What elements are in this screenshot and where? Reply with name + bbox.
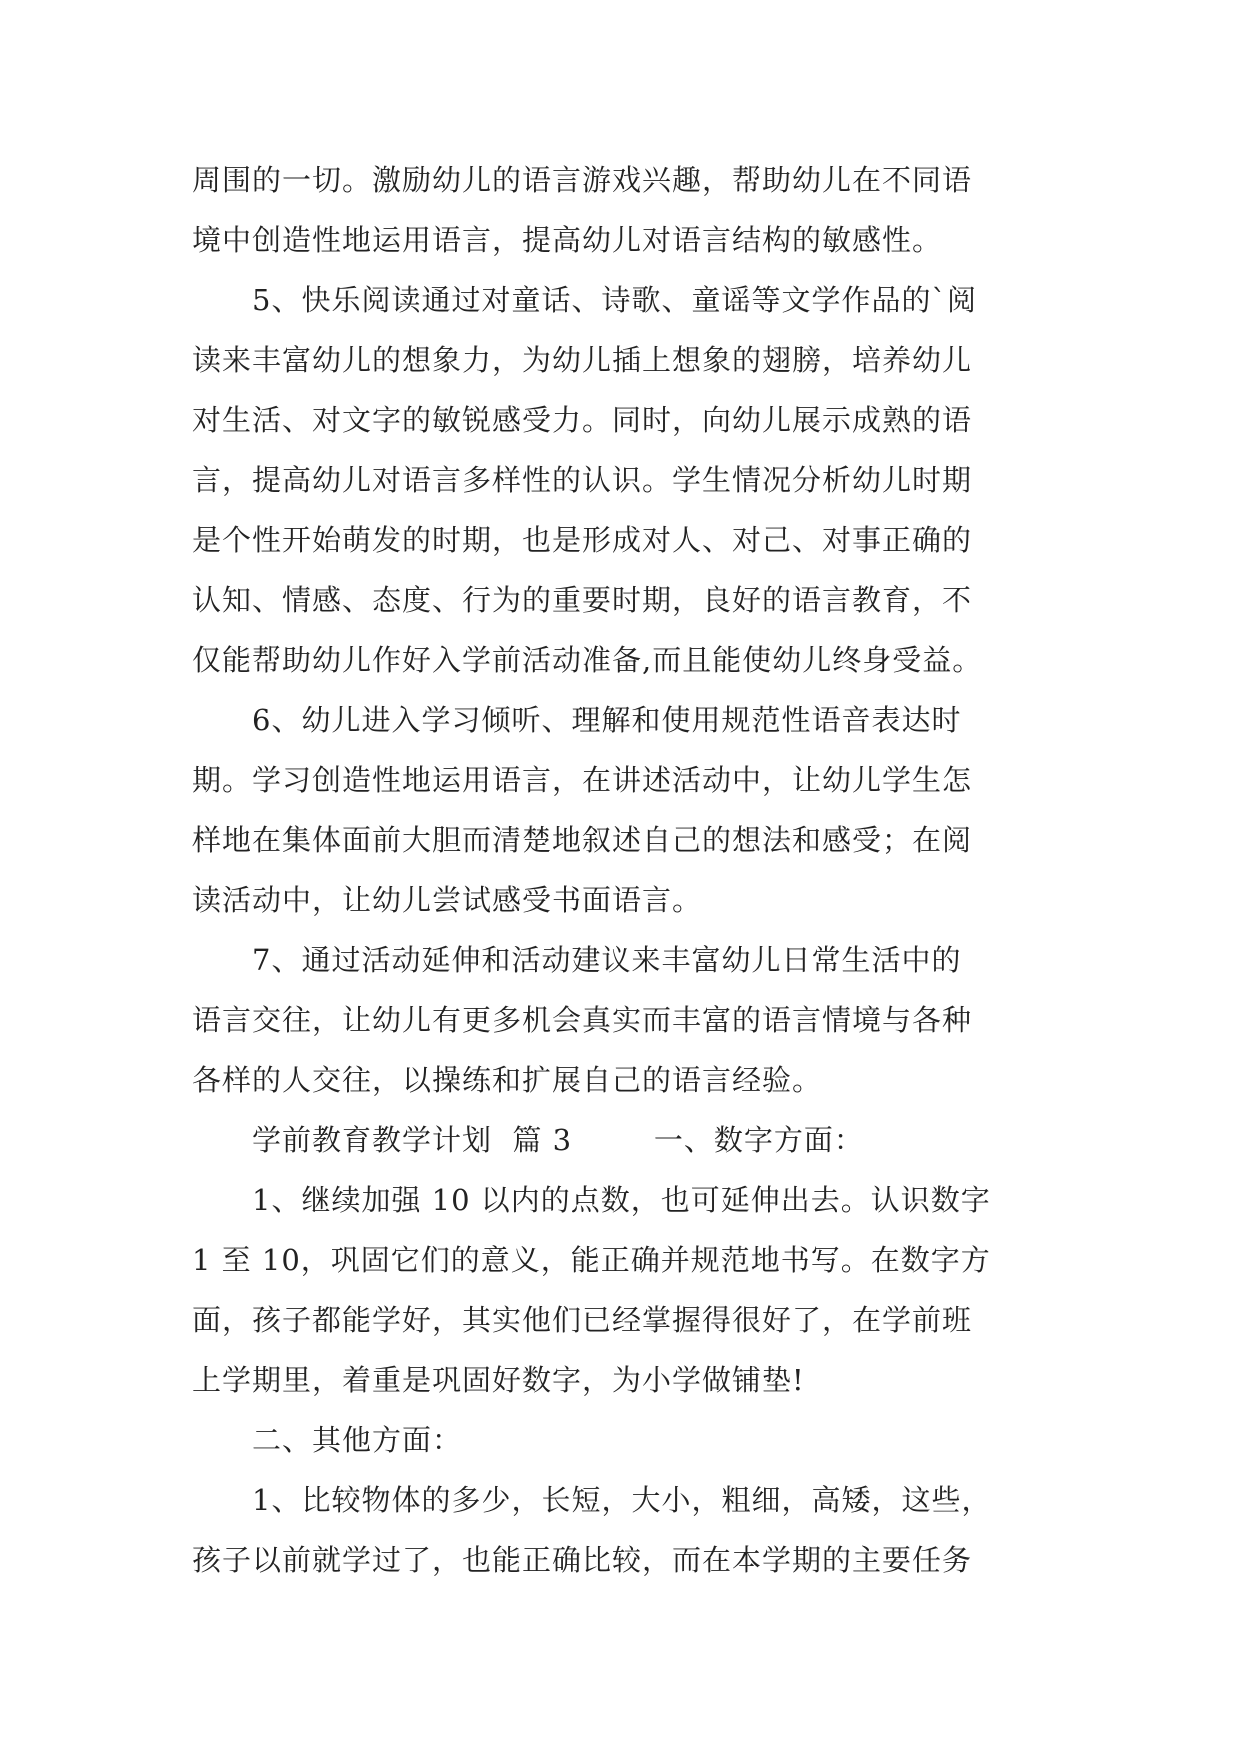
text-line: 是个性开始萌发的时期，也是形成对人、对己、对事正确的 (192, 523, 973, 557)
text-line: 周围的一切。激励幼儿的语言游戏兴趣，帮助幼儿在不同语 (192, 163, 973, 197)
text-line: 境中创造性地运用语言，提高幼儿对语言结构的敏感性。 (192, 223, 943, 257)
text-line: 读来丰富幼儿的想象力，为幼儿插上想象的翅膀，培养幼儿 (192, 343, 973, 377)
text-line: 仅能帮助幼儿作好入学前活动准备,而且能使幼儿终身受益。 (192, 643, 983, 677)
paragraph-start: 1、继续加强 10 以内的点数，也可延伸出去。认识数字 (252, 1183, 991, 1217)
text-line: 上学期里，着重是巩固好数字，为小学做铺垫! (192, 1363, 805, 1397)
text-line: 言，提高幼儿对语言多样性的认识。学生情况分析幼儿时期 (192, 463, 973, 497)
text-line: 期。学习创造性地运用语言，在讲述活动中，让幼儿学生怎 (192, 763, 973, 797)
text-line: 语言交往，让幼儿有更多机会真实而丰富的语言情境与各种 (192, 1003, 973, 1037)
text-line: 孩子以前就学过了，也能正确比较，而在本学期的主要任务 (192, 1543, 973, 1577)
paragraph-start: 6、幼儿进入学习倾听、理解和使用规范性语音表达时 (252, 703, 962, 737)
text-line: 对生活、对文字的敏锐感受力。同时，向幼儿展示成熟的语 (192, 403, 973, 437)
document-body (192, 150, 1072, 1590)
section-heading: 学前教育教学计划 篇 3 一、数字方面： (252, 1123, 864, 1157)
section-heading: 二、其他方面： (252, 1423, 463, 1457)
text-line: 读活动中，让幼儿尝试感受书面语言。 (192, 883, 703, 917)
text-line: 认知、情感、态度、行为的重要时期，良好的语言教育，不 (192, 583, 973, 617)
text-line: 1 至 10，巩固它们的意义，能正确并规范地书写。在数字方 (192, 1243, 991, 1277)
paragraph-start: 7、通过活动延伸和活动建议来丰富幼儿日常生活中的 (252, 943, 962, 977)
paragraph-start: 1、比较物体的多少，长短，大小，粗细，高矮，这些， (252, 1483, 992, 1517)
paragraph-start: 5、快乐阅读通过对童话、诗歌、童谣等文学作品的`阅 (252, 283, 977, 317)
text-line: 样地在集体面前大胆而清楚地叙述自己的想法和感受；在阅 (192, 823, 973, 857)
text-line: 面，孩子都能学好，其实他们已经掌握得很好了，在学前班 (192, 1303, 973, 1337)
text-line: 各样的人交往，以操练和扩展自己的语言经验。 (192, 1063, 823, 1097)
